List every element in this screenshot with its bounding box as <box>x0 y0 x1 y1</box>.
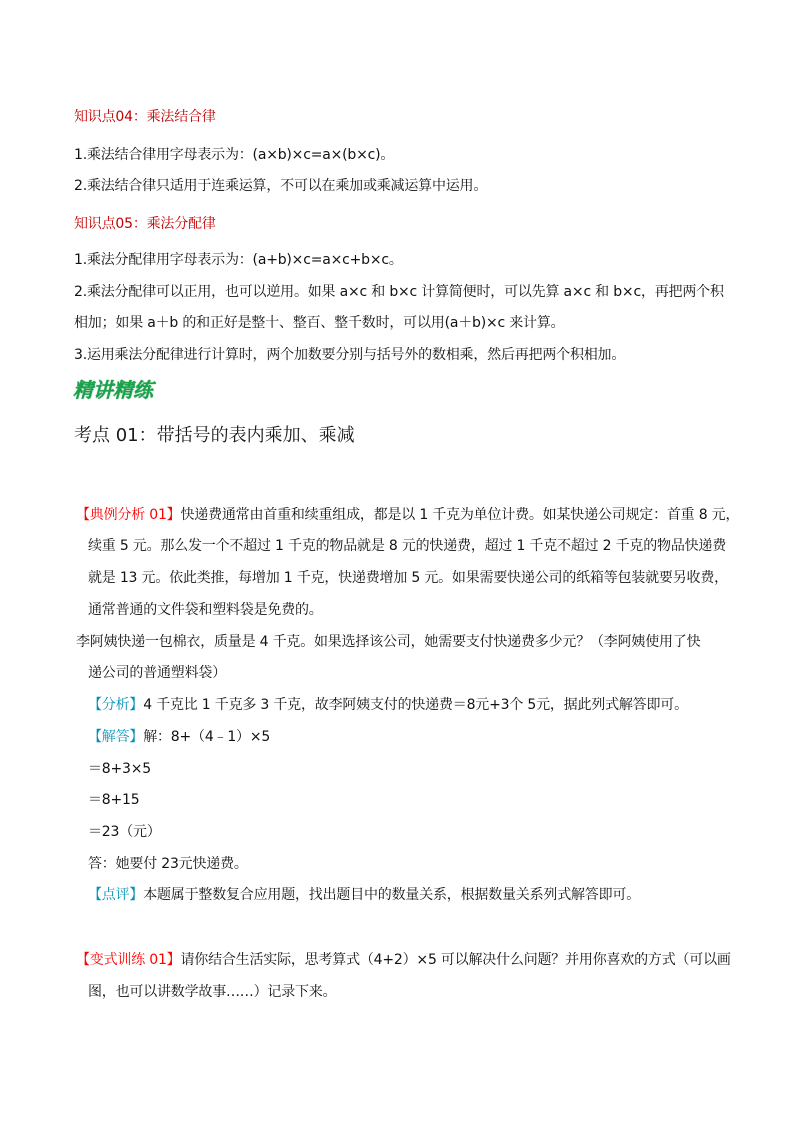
knowledge-05-item-2-cont: 相加；如果 a＋b 的和正好是整十、整百、整千数时，可以用(a＋b)×c 来计算。 <box>74 315 565 331</box>
answer-first: 解：8+（4﹣1）×5 <box>143 729 271 745</box>
analysis-line <box>88 695 688 715</box>
solution-step-1: ＝8+3×5 <box>88 761 151 777</box>
example-line-2: 续重 5 元。那么发一个不超过 1 千克的物品就是 8 元的快递费，超过 1 千克不超过 2 千克的物品快递费 <box>88 538 727 554</box>
knowledge-05-item-2: 2.乘法分配律可以正用，也可以逆用。如果 a×c 和 b×c 计算简便时，可以先算 a×c 和 b×c，再把两个积 <box>74 284 724 300</box>
answer-tag: 【解答】 <box>88 729 144 745</box>
comment-text: 本题属于整数复合应用题，找出题目中的数量关系，根据数量关系列式解答即可。 <box>143 887 641 903</box>
example-tag: 【典例分析 01】 <box>76 507 181 523</box>
exercise-line-2: 图，也可以讲数学故事……）记录下来。 <box>88 984 337 1000</box>
solution-step-3: ＝23（元） <box>88 824 161 840</box>
knowledge-04-item-2: 2.乘法结合律只适用于连乘运算，不可以在乘加或乘减运算中运用。 <box>74 178 488 194</box>
comment-line <box>88 885 640 905</box>
exercise-tag: 【变式训练 01】 <box>76 952 181 968</box>
banner-title: 精讲精练 <box>73 378 153 402</box>
answer-line <box>88 727 270 747</box>
example-line-4: 通常普通的文件袋和塑料袋是免费的。 <box>88 602 323 618</box>
knowledge-04-title: 知识点04：乘法结合律 <box>74 109 216 125</box>
section-title: 考点 01：带括号的表内乘加、乘减 <box>74 425 355 446</box>
final-answer: 答：她要付 23元快递费。 <box>88 856 248 872</box>
example-line-6: 递公司的普通塑料袋） <box>88 665 226 681</box>
exercise-line-1 <box>76 950 731 970</box>
knowledge-05-item-1: 1.乘法分配律用字母表示为：(a+b)×c=a×c+b×c。 <box>74 252 403 268</box>
example-line-3: 就是 13 元。依此类推，每增加 1 千克，快递费增加 5 元。如果需要快递公司的纸箱等包装就要另收费， <box>88 570 728 586</box>
analysis-tag: 【分析】 <box>88 697 144 713</box>
knowledge-04-item-1: 1.乘法结合律用字母表示为：(a×b)×c=a×(b×c)。 <box>74 147 395 163</box>
example-text-1: 快递费通常由首重和续重组成，都是以 1 千克为单位计费。如某快递公司规定：首重 8 元， <box>180 507 740 523</box>
solution-step-2: ＝8+15 <box>88 792 140 808</box>
comment-tag: 【点评】 <box>88 887 144 903</box>
example-line-5: 李阿姨快递一包棉衣，质量是 4 千克。如果选择该公司，她需要支付快递费多少元？（李阿姨使用了快 <box>76 634 701 650</box>
example-line-1 <box>76 505 739 525</box>
analysis-text: 4 千克比 1 千克多 3 千克，故李阿姨支付的快递费＝8元+3个 5元，据此列式解答即可。 <box>143 697 688 713</box>
exercise-text-1: 请你结合生活实际，思考算式（4+2）×5 可以解决什么问题？并用你喜欢的方式（可以画 <box>180 952 731 968</box>
knowledge-05-item-3: 3.运用乘法分配律进行计算时，两个加数要分别与括号外的数相乘，然后再把两个积相加。 <box>74 347 626 363</box>
knowledge-05-title: 知识点05：乘法分配律 <box>74 216 216 232</box>
